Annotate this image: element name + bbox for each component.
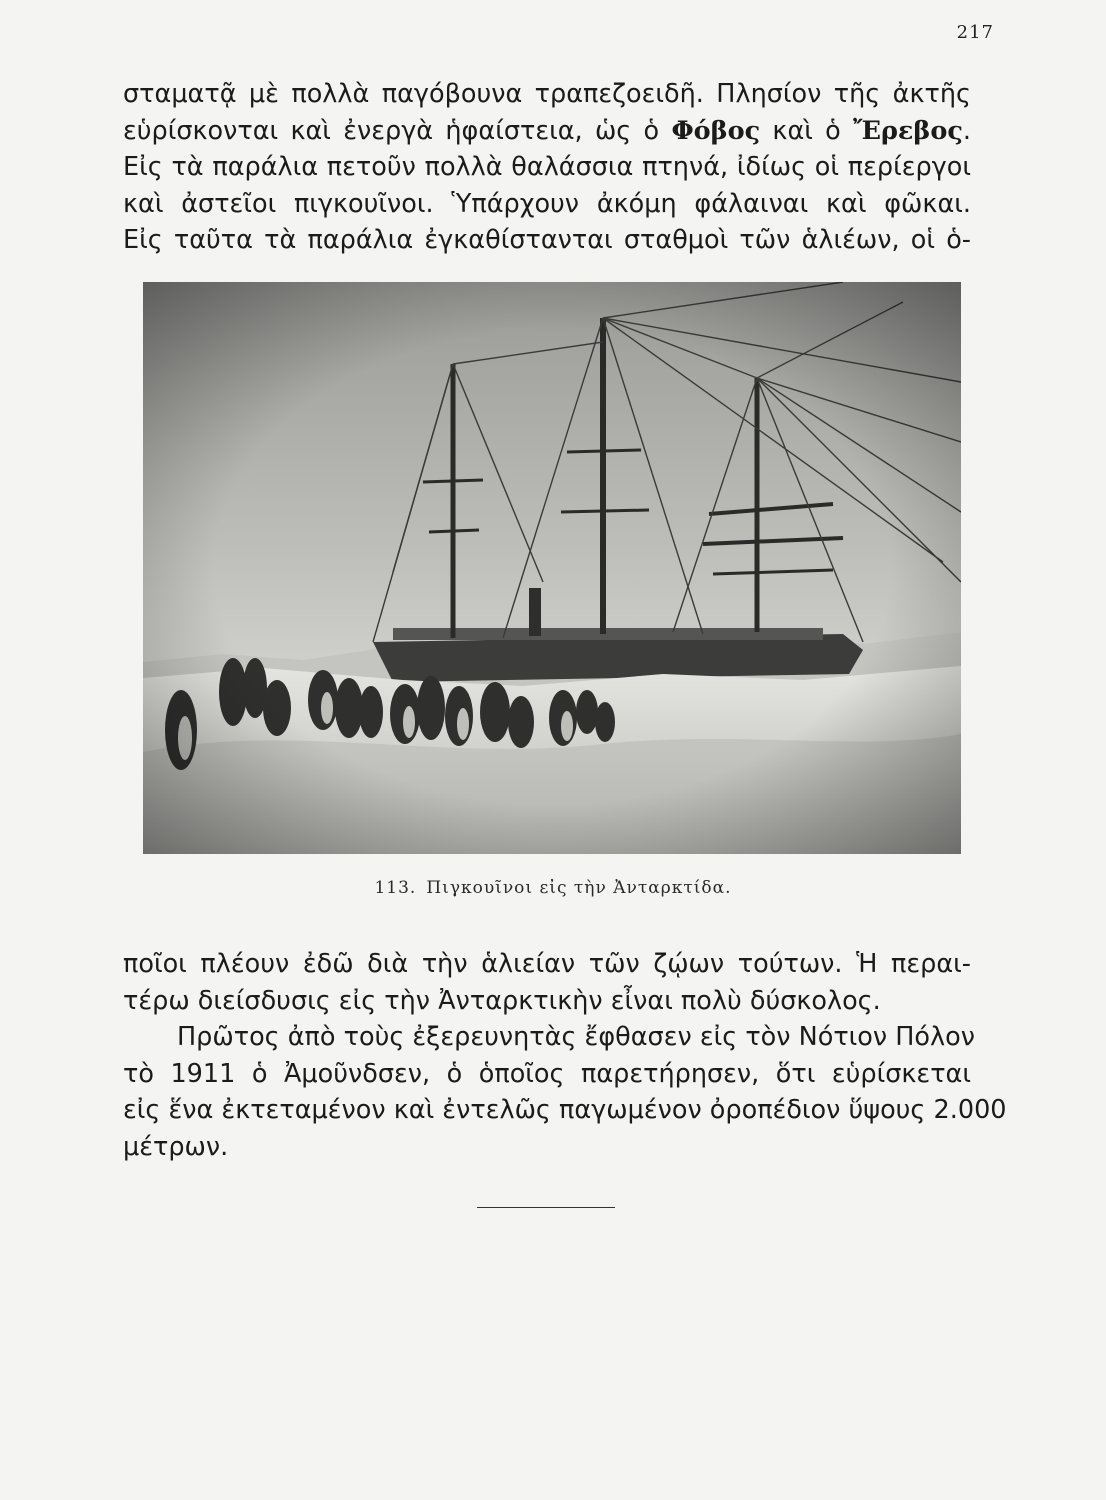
text-line: Εἰς τὰ παράλια πετοῦν πολλὰ θαλάσσια πτηνά, ἰδίως οἱ περίεργοι [123,152,971,182]
text-line: σταματᾷ μὲ πολλὰ παγόβουνα τραπεζοειδῆ. Πλησίον τῆς ἀκτῆς [123,79,971,109]
volcano-name-fovos: Φόβος [671,115,761,146]
figure-caption-text: Πιγκουῖνοι εἰς τὴν Ἀνταρκτίδα. [426,878,732,898]
text-line: τέρω διείσδυσις εἰς τὴν Ἀνταρκτικὴν εἶναι πολὺ δύσκολος. [123,985,881,1016]
text-line: μέτρων. [123,1131,229,1162]
text-line: εἰς ἕνα ἐκτεταμένον καὶ ἐντελῶς παγωμένον ὀροπέδιον ὕψους 2.000 [123,1095,1007,1125]
figure-number: 113. [374,878,417,898]
text-line: καὶ ἀστεῖοι πιγκουῖνοι. Ὑπάρχουν ἀκόμη φάλαιναι καὶ φῶκαι. [123,188,971,219]
text-line: ποῖοι πλέουν ἐδῶ διὰ τὴν ἁλιείαν τῶν ζῴων τούτων. Ἡ περαι- [123,949,971,979]
penguins-and-ship-photo [143,282,961,854]
text-run: καὶ ὁ [760,115,854,146]
photo-illustration [143,282,961,854]
bottom-paragraph [123,946,1007,1165]
text-line: Εἰς ταῦτα τὰ παράλια ἐγκαθίστανται σταθμοὶ τῶν ἁλιέων, οἱ ὁ- [123,225,971,255]
top-paragraph [123,76,971,259]
volcano-name-erevos: Ἔρεβος [853,115,963,146]
page-number: 217 [956,22,994,43]
text-line [123,113,971,150]
text-run: . [962,115,971,146]
text-line: τὸ 1911 ὁ Ἀμοῦνδσεν, ὁ ὁποῖος παρετήρησεν, ὅτι εὑρίσκεται [123,1058,971,1089]
end-of-section-rule [477,1207,615,1208]
figure-caption [0,878,1106,898]
text-run: εὑρίσκονται καὶ ἐνεργὰ ἡφαίστεια, ὡς ὁ [123,115,672,146]
text-line: Πρῶτος ἀπὸ τοὺς ἐξερευνητὰς ἔφθασεν εἰς τὸν Νότιον Πόλον [177,1022,975,1052]
